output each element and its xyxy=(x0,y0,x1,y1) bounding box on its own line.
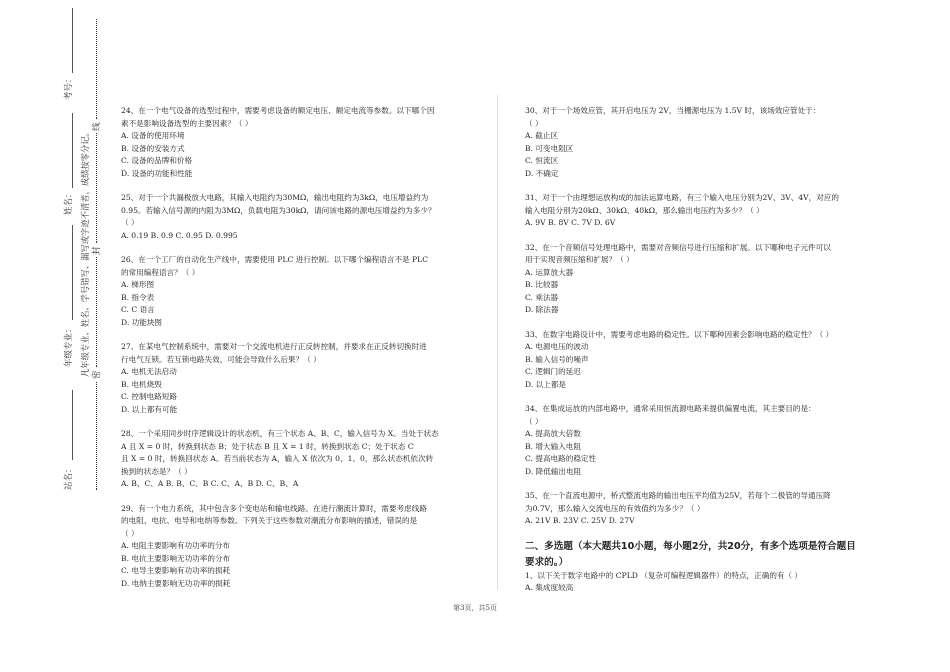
question-block xyxy=(525,105,890,180)
answer-option: B. 输入信号的噪声 xyxy=(525,354,589,364)
question-text: 34、在集成运放的内部电路中，通常采用恒流源电路来提供偏置电流，其主要目的是： xyxy=(525,404,816,413)
exam-number-underline xyxy=(72,8,73,73)
question-text: 行电气互锁。若互锁电路失效，可能会导致什么后果？（ ） xyxy=(121,354,321,364)
question-text: 33、在数字电路设计中，需要考虑电路的稳定性。以下哪种因素会影响电路的稳定性？（ ） xyxy=(525,329,834,339)
answer-option: A. 9V B. 8V C. 7V D. 6V xyxy=(525,218,616,227)
answer-option: A. 电机无法启动 xyxy=(121,367,177,376)
answer-option: A. 0.19 B. 0.9 C. 0.95 D. 0.995 xyxy=(121,230,238,240)
answer-option: A. 截止区 xyxy=(525,131,559,140)
question-block xyxy=(525,192,890,230)
answer-option: B. 指令表 xyxy=(121,292,155,302)
question-text: 26、在一个工厂的自动化生产线中，需要使用 PLC 进行控制。以下哪个编程语言不是 PLC xyxy=(121,255,429,264)
right-column xyxy=(525,105,890,595)
seal-dotted-line xyxy=(96,133,97,243)
answer-option: C. 逻辑门的延迟 xyxy=(525,367,581,376)
grade-major-underline xyxy=(72,225,73,320)
question-block xyxy=(121,254,486,329)
answer-option: D. 不确定 xyxy=(525,168,559,178)
answer-option: A. 提高放大倍数 xyxy=(525,429,581,438)
question-text: 31、对于一个由理想运放构成的加法运算电路，有三个输入电压分别为2V、3V、4V，对应的 xyxy=(525,193,839,202)
question-text: 32、在一个音频信号处理电路中，需要对音频信号进行压缩和扩展。以下哪种电子元件可以 xyxy=(525,242,831,252)
answer-option: A. 集成度较高 xyxy=(525,583,574,592)
question-text: 25、对于一个共漏极放大电路，其输入电阻约为30MΩ，输出电阻约为3kΩ，电压增益约为 xyxy=(121,193,429,202)
left-column xyxy=(121,105,486,602)
exam-number-label: 考号： xyxy=(64,74,74,100)
section-2 xyxy=(525,540,890,595)
answer-option: B. 增大输入电阻 xyxy=(525,441,581,451)
section-heading: 二、多选题（本大题共10小题，每小题2分，共20分，有多个选项是符合题目 xyxy=(525,540,856,552)
question-text: 24、在一个电气设备的选型过程中，需要考虑设备的额定电压、额定电流等参数。以下哪个因 xyxy=(121,106,435,115)
question-text: 28、一个采用同步时序逻辑设计的状态机，有三个状态 A、B、C，输入信号为 X。当处于状态 xyxy=(121,429,439,438)
question-text: 35、在一个直流电源中，桥式整流电路的输出电压平均值为25V，若每个二极管的导通压降 xyxy=(525,491,831,500)
answer-option: C. 提高电路的稳定性 xyxy=(525,454,597,463)
seal-char-mi: 密 xyxy=(92,370,102,379)
question-block xyxy=(121,428,486,491)
question-text: 素不是影响设备选型的主要因素？（ ） xyxy=(121,118,253,128)
question-block xyxy=(525,242,890,317)
answer-option: C. 设备的品牌和价格 xyxy=(121,156,193,165)
answer-option: C. 乘法器 xyxy=(525,292,559,302)
grade-major-label: 年级专业： xyxy=(64,324,74,367)
answer-option: D. 以上都有可能 xyxy=(121,404,178,414)
question-text: （ ） xyxy=(525,416,543,426)
question-text: 用于实现音频压缩和扩展？（ ） xyxy=(525,255,634,264)
seal-char-xian: 线 xyxy=(92,122,102,131)
question-block xyxy=(121,105,486,180)
answer-option: C. 恒流区 xyxy=(525,156,559,165)
answer-option: D. 降低输出电阻 xyxy=(525,466,582,476)
answer-option: D. 以上都是 xyxy=(525,379,567,389)
answer-option: D. 功能块图 xyxy=(121,317,163,327)
question-text: 27、在某电气控制系统中，需要对一个交流电机进行正反转控制，并要求在正反转切换时进 xyxy=(121,342,427,351)
question-text: （ ） xyxy=(121,218,139,227)
question-text: 30、对于一个场效应管，其开启电压为 2V，当栅源电压为 1.5V 时，该场效应管处于： xyxy=(525,106,821,115)
answer-option: B. 设备的安装方式 xyxy=(121,143,185,153)
section-heading: 要求的。） xyxy=(525,556,569,568)
page-footer: 第3页，共5页 xyxy=(453,604,497,612)
answer-option: B. 比较器 xyxy=(525,280,559,289)
question-text: 且 X = 0 时，转换回状态 A。若当前状态为 A，输入 X 依次为 0、1、0，那么状态机依次转 xyxy=(121,454,434,463)
answer-option: A. 电源电压的波动 xyxy=(525,342,589,351)
answer-option: C. 电导主要影响有功功率的损耗 xyxy=(121,566,231,575)
question-block xyxy=(121,192,486,242)
answer-option: C. C 语言 xyxy=(121,305,155,314)
question-text: 的电阻、电抗、电导和电纳等参数。下列关于这些参数对潮流分布影响的描述，错误的是 xyxy=(121,516,418,525)
answer-option: D. 除法器 xyxy=(525,305,559,314)
binding-margin xyxy=(58,5,103,495)
question-text: 的常用编程语言？（ ） xyxy=(121,267,200,277)
seal-dotted-line xyxy=(96,19,97,119)
question-text: 为0.7V，那么输入交流电压的有效值约为多少？（ ） xyxy=(525,503,705,513)
answer-option: A. 电阻主要影响有功功率的分布 xyxy=(121,541,231,550)
seal-dotted-line xyxy=(96,382,97,490)
answer-option: B. 可变电阻区 xyxy=(525,143,574,153)
answer-option: A. 运算放大器 xyxy=(525,267,574,277)
question-text: 1、以下关于数字电路中的 CPLD （复杂可编程逻辑器件）的特点，正确的有（ ） xyxy=(525,570,803,580)
question-text: 0.95。若输入信号源的内阻为3MΩ，负载电阻为30kΩ，请问该电路的源电压增益约为多少？ xyxy=(121,205,436,215)
question-block xyxy=(525,403,890,478)
question-block xyxy=(121,503,486,591)
answer-option: C. 控制电路短路 xyxy=(121,392,177,401)
question-text: （ ） xyxy=(525,118,543,128)
answer-option: B. 电机烧毁 xyxy=(121,379,162,389)
name-label: 姓名： xyxy=(64,189,74,215)
answer-option: A. 设备的使用环境 xyxy=(121,131,185,140)
question-block xyxy=(525,329,890,392)
answer-option: D. 电纳主要影响无功功率的损耗 xyxy=(121,578,231,588)
seal-dotted-line xyxy=(96,257,97,367)
column-divider xyxy=(497,95,498,590)
question-text: A 且 X = 0 时，转换到状态 B；处于状态 B 且 X = 1 时，转换到状态 C；处于状态 C xyxy=(121,441,414,451)
question-block xyxy=(525,490,890,528)
question-text: （ ） xyxy=(121,528,139,538)
seal-char-feng: 封 xyxy=(92,246,102,255)
answer-option: A. 21V B. 23V C. 25V D. 27V xyxy=(525,516,635,525)
question-text: 29、有一个电力系统，其中包含多个变电站和输电线路。在进行潮流计算时，需要考虑线路 xyxy=(121,503,427,513)
question-text: 输入电阻分别为20kΩ、30kΩ、40kΩ，那么输出电压约为多少？（ ） xyxy=(525,205,764,215)
binding-notice: 凡年级专业、姓名、学号错写、漏写或字迹不清者，成绩按零分记。 xyxy=(80,128,90,377)
answer-option: A. 梯形图 xyxy=(121,280,155,289)
answer-option: A. B、C、A B. B、C、B C. C、A、B D. C、B、A xyxy=(121,479,299,488)
question-text: 换到的状态是？（ ） xyxy=(121,466,192,476)
answer-option: D. 设备的功能和性能 xyxy=(121,168,193,178)
answer-option: B. 电抗主要影响无功功率的分布 xyxy=(121,553,231,563)
exam-site-underline xyxy=(72,390,73,460)
name-underline xyxy=(72,113,73,188)
exam-site-label: 站名： xyxy=(64,464,74,490)
question-block xyxy=(121,341,486,416)
